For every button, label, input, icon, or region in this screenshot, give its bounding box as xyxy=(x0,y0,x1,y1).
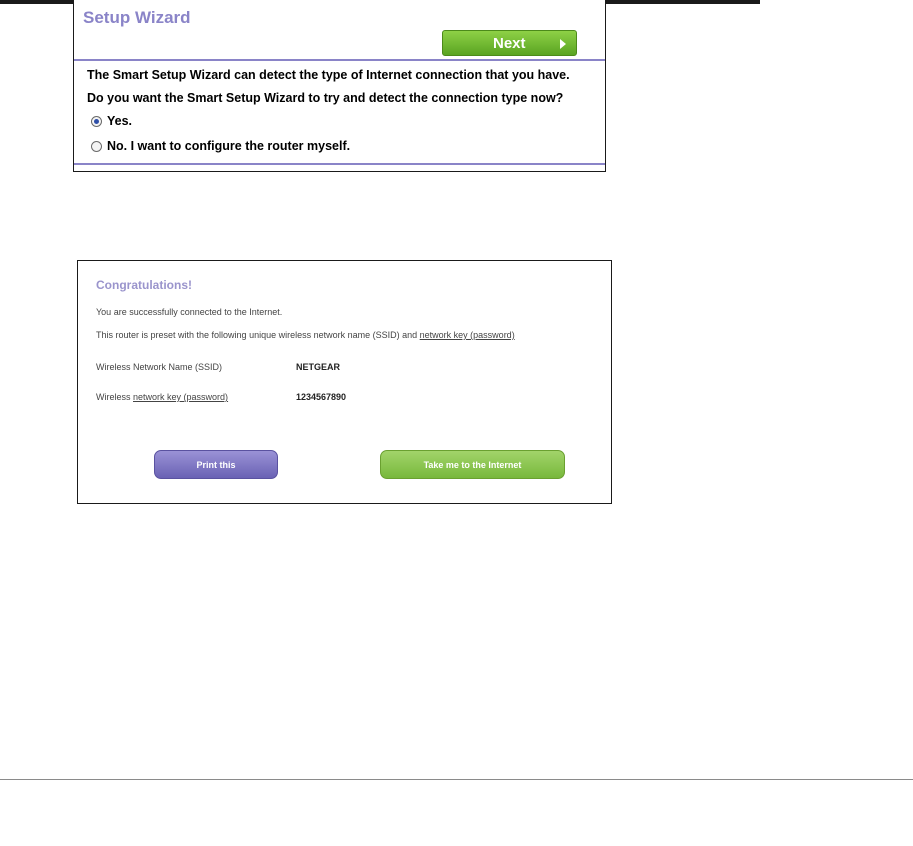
wizard-question-line1: The Smart Setup Wizard can detect the type of Internet connection that you have. xyxy=(87,68,570,82)
congrats-title: Congratulations! xyxy=(96,278,192,292)
arrow-right-icon xyxy=(560,39,566,49)
wizard-title: Setup Wizard xyxy=(83,8,191,27)
wizard-divider-bottom xyxy=(74,163,605,165)
network-key-label xyxy=(96,392,228,402)
connected-message: You are successfully connected to the Internet. xyxy=(96,307,283,317)
footer-rule xyxy=(0,779,913,780)
ssid-value: NETGEAR xyxy=(296,362,341,372)
congratulations-panel xyxy=(77,260,612,504)
wizard-divider-top xyxy=(74,59,605,61)
network-key-label-link[interactable]: network key (password) xyxy=(133,392,229,402)
take-me-to-internet-button[interactable]: Take me to the Internet xyxy=(380,450,565,479)
ssid-label: Wireless Network Name (SSID) xyxy=(96,362,223,372)
radio-button-yes[interactable] xyxy=(91,116,102,127)
radio-label-yes: Yes. xyxy=(107,114,133,128)
radio-button-no[interactable] xyxy=(91,141,102,152)
preset-message xyxy=(96,330,515,340)
next-button[interactable] xyxy=(442,30,577,56)
next-button-label: Next xyxy=(493,35,526,52)
wizard-question-line2: Do you want the Smart Setup Wizard to try and detect the connection type now? xyxy=(87,91,564,105)
radio-option-no[interactable] xyxy=(91,139,350,153)
network-key-value: 1234567890 xyxy=(296,392,347,402)
setup-wizard-panel xyxy=(73,0,606,172)
print-button[interactable]: Print this xyxy=(154,450,278,479)
network-key-link[interactable]: network key (password) xyxy=(419,330,515,340)
radio-label-no: No. I want to configure the router myself. xyxy=(107,139,351,153)
preset-message-text: This router is preset with the following unique wireless network name (SSID) and xyxy=(96,330,420,340)
network-key-label-prefix: Wireless xyxy=(96,392,134,402)
radio-option-yes[interactable] xyxy=(91,114,132,128)
